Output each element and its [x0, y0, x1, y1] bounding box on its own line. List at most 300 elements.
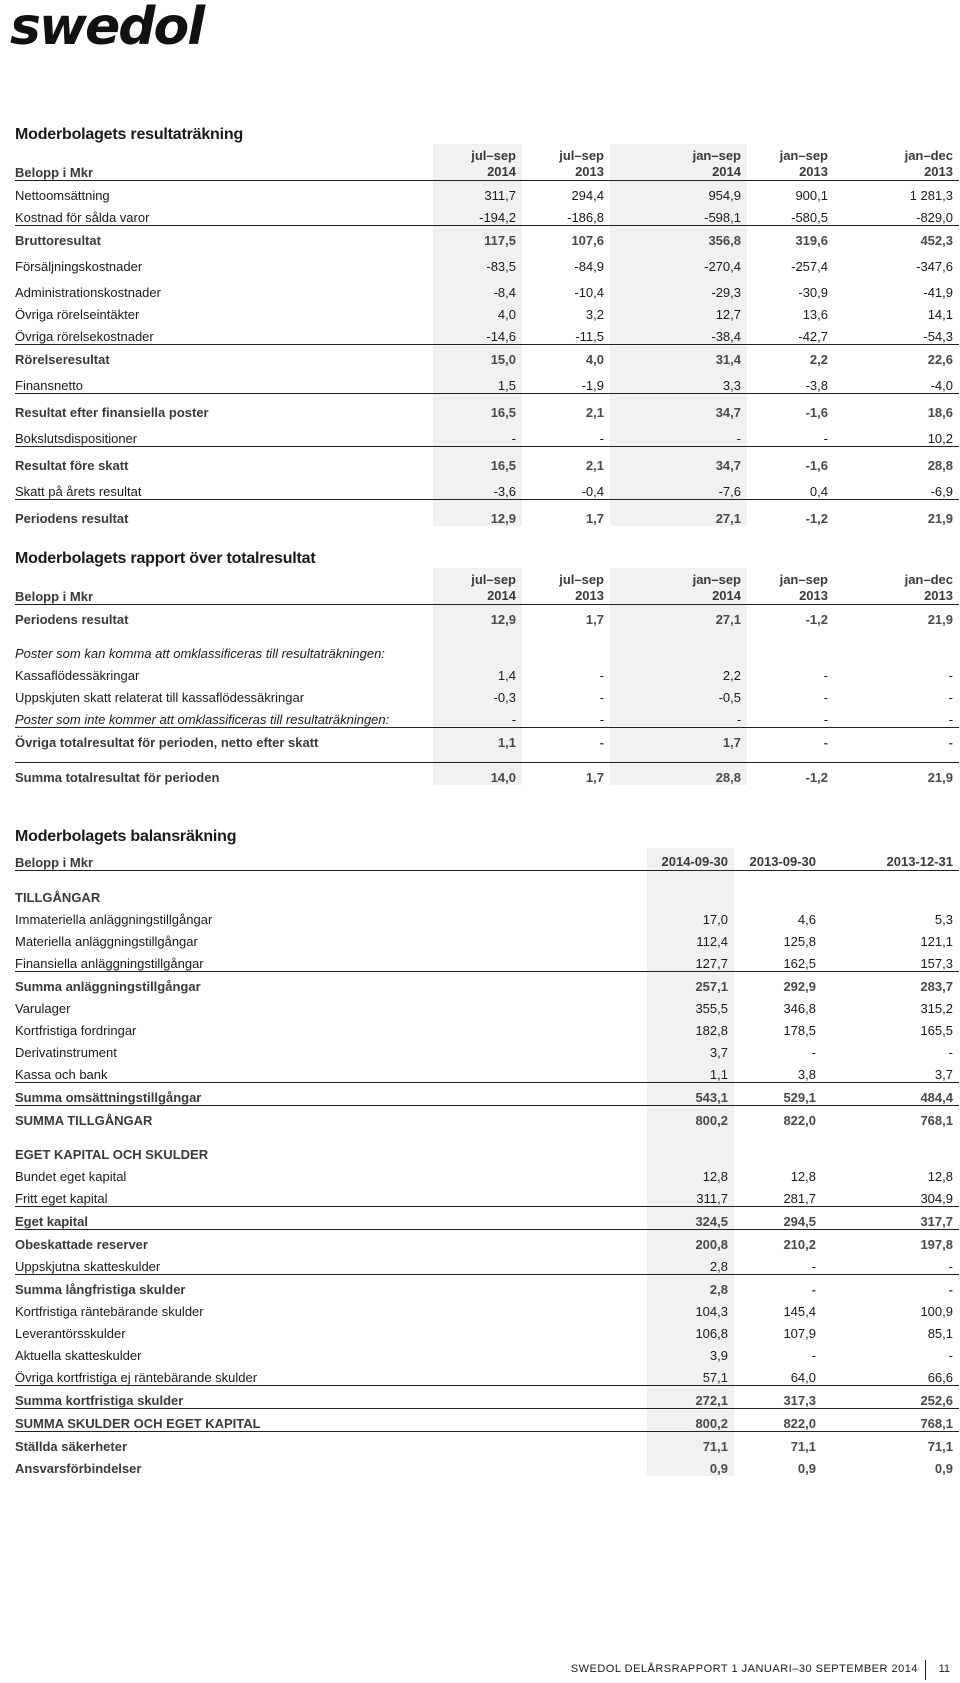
row-value: 294,4 [571, 188, 604, 203]
comprehensive-table [15, 568, 959, 785]
row-value: 34,7 [610, 447, 747, 474]
table-row [15, 1409, 959, 1432]
column-header [610, 568, 747, 605]
row-value: 356,8 [610, 226, 747, 249]
row-value: 17,0 [647, 905, 734, 927]
spacer-cell [433, 627, 522, 639]
row-value: 121,1 [920, 934, 953, 949]
row-value: 145,4 [783, 1304, 816, 1319]
row-value: 21,9 [834, 605, 959, 628]
column-header: 2013-12-31 [822, 848, 959, 871]
row-value [610, 639, 747, 661]
row-value: 3,7 [647, 1038, 734, 1060]
row-value: - [948, 1348, 953, 1363]
row-label: Bruttoresultat [15, 226, 433, 249]
column-period: jan–sep [692, 572, 741, 587]
row-value: 21,9 [834, 763, 959, 786]
row-value [834, 639, 959, 661]
row-value: - [948, 668, 953, 683]
row-label: Övriga totalresultat för perioden, netto efter skatt [15, 728, 433, 751]
spacer-cell [433, 750, 522, 763]
table-row [15, 1432, 959, 1455]
row-value: 125,8 [783, 934, 816, 949]
row-value: - [823, 668, 828, 683]
spacer-row [15, 627, 959, 639]
row-value: - [811, 1259, 816, 1274]
row-value: -257,4 [791, 259, 828, 274]
unit-label: Belopp i Mkr [15, 144, 433, 181]
column-header [433, 144, 522, 181]
row-value: 182,8 [647, 1016, 734, 1038]
footer-page-number: 11 [938, 1663, 950, 1675]
row-value: - [433, 705, 522, 728]
row-label: Summa långfristiga skulder [15, 1275, 647, 1298]
column-header [747, 568, 834, 605]
column-header [834, 144, 959, 181]
row-value: 281,7 [783, 1191, 816, 1206]
row-value: -186,8 [567, 210, 604, 225]
spacer-cell [15, 627, 433, 639]
row-value: 2,8 [647, 1252, 734, 1275]
row-value: 5,3 [934, 912, 953, 927]
row-label: Poster som inte kommer att omklassificeras till resultaträkningen: [15, 712, 390, 727]
column-header: 2013-09-30 [734, 848, 822, 871]
row-value: 1,4 [433, 661, 522, 683]
row-value: -829,0 [916, 210, 953, 225]
row-value: 4,6 [797, 912, 816, 927]
table-row [15, 905, 959, 927]
unit-label: Belopp i Mkr [15, 568, 433, 605]
row-value: - [823, 431, 828, 446]
table-row [15, 683, 959, 705]
row-value: - [599, 668, 604, 683]
row-value: 324,5 [647, 1207, 734, 1230]
row-label: Fritt eget kapital [15, 1191, 108, 1206]
spacer-cell [747, 627, 834, 639]
row-label: Finansnetto [15, 378, 83, 393]
row-value [647, 883, 734, 905]
row-value: 27,1 [610, 500, 747, 527]
column-year: 2014 [712, 164, 741, 179]
row-value: 12,8 [790, 1169, 816, 1184]
row-value: 162,5 [783, 956, 816, 971]
footer-divider [925, 1660, 926, 1680]
row-value: 66,6 [927, 1370, 953, 1385]
row-value: - [834, 728, 959, 751]
table-row [15, 203, 959, 226]
row-label: Övriga kortfristiga ej räntebärande skulder [15, 1370, 258, 1385]
row-label: Administrationskostnader [15, 285, 161, 300]
spacer-row [15, 871, 959, 884]
row-value: 64,0 [790, 1370, 816, 1385]
column-period: jul–sep [559, 148, 604, 163]
column-year: 2014 [487, 588, 516, 603]
row-value: -14,6 [433, 322, 522, 345]
row-value: 13,6 [802, 307, 828, 322]
table-row [15, 1230, 959, 1253]
row-label: Rörelseresultat [15, 345, 433, 368]
row-label: Kassaflödessäkringar [15, 668, 140, 683]
row-value [433, 639, 522, 661]
row-value [647, 1140, 734, 1162]
row-value: 1,7 [522, 763, 610, 786]
row-value: - [948, 1259, 953, 1274]
row-value: 3,3 [610, 367, 747, 394]
row-value: -3,6 [433, 473, 522, 500]
row-value: 294,5 [734, 1207, 822, 1230]
row-value: 315,2 [920, 1001, 953, 1016]
row-label: Derivatinstrument [15, 1045, 117, 1060]
table-row [15, 300, 959, 322]
row-value: 210,2 [734, 1230, 822, 1253]
row-value: 12,8 [647, 1162, 734, 1184]
row-label: Skatt på årets resultat [15, 484, 142, 499]
row-label: Kortfristiga räntebärande skulder [15, 1304, 204, 1319]
svg-text:swedol: swedol [10, 0, 204, 54]
balance-table [15, 848, 959, 1476]
row-value: -0,5 [610, 683, 747, 705]
row-value: -1,6 [747, 447, 834, 474]
row-label: Övriga rörelsekostnader [15, 329, 154, 344]
table-row [15, 248, 959, 274]
row-label: Uppskjutna skatteskulder [15, 1259, 161, 1274]
row-value: 3,9 [647, 1341, 734, 1363]
table-row [15, 322, 959, 345]
row-value: 768,1 [822, 1409, 959, 1432]
row-value: 529,1 [734, 1083, 822, 1106]
row-value: 4,0 [433, 300, 522, 322]
row-value: - [948, 1045, 953, 1060]
row-label: EGET KAPITAL OCH SKULDER [15, 1147, 209, 1162]
row-value: 319,6 [747, 226, 834, 249]
row-label: Eget kapital [15, 1207, 647, 1230]
spacer-cell [15, 750, 433, 763]
row-label: Obeskattade reserver [15, 1230, 647, 1253]
row-value: -11,5 [575, 329, 604, 344]
row-value: 57,1 [647, 1363, 734, 1386]
row-value: 822,0 [734, 1409, 822, 1432]
header-row [15, 144, 959, 181]
spacer-cell [610, 627, 747, 639]
table-row [15, 274, 959, 300]
row-value: 304,9 [920, 1191, 953, 1206]
spacer-cell [610, 750, 747, 763]
row-value: 1,7 [522, 500, 610, 527]
row-value: 157,3 [920, 956, 953, 971]
column-header [834, 568, 959, 605]
row-value: 0,4 [809, 484, 828, 499]
row-label: SUMMA SKULDER OCH EGET KAPITAL [15, 1409, 647, 1432]
row-value: -1,2 [747, 605, 834, 628]
table-row [15, 447, 959, 474]
row-value: - [599, 690, 604, 705]
column-year: 2013 [924, 588, 953, 603]
spacer-cell [647, 1128, 734, 1140]
column-period: jul–sep [471, 148, 516, 163]
table-row [15, 661, 959, 683]
row-value: -83,5 [433, 248, 522, 274]
row-value: -0,4 [581, 484, 604, 499]
column-header [610, 144, 747, 181]
row-value: 0,9 [647, 1454, 734, 1476]
row-label: Finansiella anläggningstillgångar [15, 956, 204, 971]
row-value: 127,7 [647, 949, 734, 972]
table-row [15, 1363, 959, 1386]
row-value: 1,7 [522, 605, 610, 628]
column-period: jan–dec [904, 572, 953, 587]
row-value: 104,3 [647, 1297, 734, 1319]
row-value: 2,8 [647, 1275, 734, 1298]
spacer-cell [834, 627, 959, 639]
column-period: jul–sep [559, 572, 604, 587]
row-value: -8,4 [433, 274, 522, 300]
row-value: 2,1 [522, 447, 610, 474]
row-label: Poster som kan komma att omklassificeras till resultaträkningen: [15, 646, 385, 661]
row-value: 346,8 [783, 1001, 816, 1016]
row-label: Summa anläggningstillgångar [15, 972, 647, 995]
column-year: 2014 [487, 164, 516, 179]
row-value: - [823, 690, 828, 705]
row-value: 34,7 [610, 394, 747, 421]
row-value: -10,4 [574, 285, 604, 300]
row-value: 71,1 [734, 1432, 822, 1455]
table-row [15, 226, 959, 249]
row-label: Uppskjuten skatt relaterat till kassaflödessäkringar [15, 690, 305, 705]
table-row [15, 1060, 959, 1083]
row-value: 0,9 [934, 1461, 953, 1476]
table-row [15, 728, 959, 751]
row-value: -4,0 [930, 378, 953, 393]
row-value: 14,1 [927, 307, 953, 322]
balance-title: Moderbolagets balansräkning [15, 828, 237, 845]
row-label: SUMMA TILLGÅNGAR [15, 1106, 647, 1129]
row-value: 85,1 [927, 1326, 953, 1341]
row-value: 768,1 [822, 1106, 959, 1129]
row-value: 292,9 [734, 972, 822, 995]
table-row [15, 1016, 959, 1038]
table-row [15, 345, 959, 368]
comprehensive-title: Moderbolagets rapport över totalresultat [15, 550, 316, 567]
row-label: Ansvarsförbindelser [15, 1461, 142, 1476]
table-row [15, 1106, 959, 1129]
row-value: 1,1 [433, 728, 522, 751]
row-value: - [948, 690, 953, 705]
row-value: -38,4 [610, 322, 747, 345]
row-value: 112,4 [647, 927, 734, 949]
column-year: 2013 [924, 164, 953, 179]
row-value: 900,1 [795, 188, 828, 203]
row-value: - [811, 1348, 816, 1363]
spacer-cell [522, 750, 610, 763]
row-value [747, 639, 834, 661]
row-label: Leverantörsskulder [15, 1326, 126, 1341]
row-value: 311,7 [433, 181, 522, 204]
row-value: -30,9 [798, 285, 828, 300]
row-value: 317,7 [822, 1207, 959, 1230]
header-row [15, 568, 959, 605]
row-label: Försäljningskostnader [15, 259, 143, 274]
table-row [15, 705, 959, 728]
row-value: 16,5 [433, 447, 522, 474]
spacer-cell [15, 1128, 647, 1140]
row-value: 822,0 [734, 1106, 822, 1129]
column-year: 2013 [799, 588, 828, 603]
row-value: 15,0 [433, 345, 522, 368]
row-value: -194,2 [433, 203, 522, 226]
table-row [15, 763, 959, 786]
column-period: jan–sep [779, 572, 828, 587]
row-value: 22,6 [834, 345, 959, 368]
row-value: -6,9 [930, 484, 953, 499]
table-row [15, 972, 959, 995]
row-value: - [433, 420, 522, 447]
row-value: 14,0 [433, 763, 522, 786]
row-value: 28,8 [834, 447, 959, 474]
table-row [15, 1252, 959, 1275]
table-row [15, 394, 959, 421]
row-value: 4,0 [522, 345, 610, 368]
row-label: Resultat före skatt [15, 447, 433, 474]
row-value: 18,6 [834, 394, 959, 421]
row-value [822, 883, 959, 905]
row-value: 16,5 [433, 394, 522, 421]
row-value: 257,1 [647, 972, 734, 995]
table-row [15, 1140, 959, 1162]
header-row [15, 848, 959, 871]
table-row [15, 1454, 959, 1476]
row-value: 107,9 [783, 1326, 816, 1341]
row-value: 800,2 [647, 1409, 734, 1432]
row-label: Materiella anläggningstillgångar [15, 934, 198, 949]
row-value: 0,9 [797, 1461, 816, 1476]
table-row [15, 994, 959, 1016]
row-value: 12,7 [610, 300, 747, 322]
row-value [734, 883, 822, 905]
row-value: 317,3 [734, 1386, 822, 1409]
row-value [734, 1140, 822, 1162]
row-value: 283,7 [822, 972, 959, 995]
spacer-cell [822, 871, 959, 884]
row-value: -598,1 [610, 203, 747, 226]
row-value: -7,6 [610, 473, 747, 500]
row-value: 106,8 [647, 1319, 734, 1341]
row-label: Bokslutsdispositioner [15, 431, 138, 446]
row-value: 2,2 [747, 345, 834, 368]
row-value: - [823, 712, 828, 727]
row-value: 28,8 [610, 763, 747, 786]
row-value: 71,1 [647, 1432, 734, 1455]
row-value: 1,7 [610, 728, 747, 751]
column-period: jan–sep [692, 148, 741, 163]
row-label: Immateriella anläggningstillgångar [15, 912, 213, 927]
row-value: 12,9 [433, 605, 522, 628]
footer-report-name: SWEDOL DELÅRSRAPPORT 1 JANUARI–30 SEPTEMBER 2014 [570, 1663, 918, 1675]
row-value: - [747, 728, 834, 751]
row-value: 71,1 [822, 1432, 959, 1455]
table-row [15, 1162, 959, 1184]
spacer-cell [747, 750, 834, 763]
table-row [15, 367, 959, 394]
row-label: Bundet eget kapital [15, 1169, 127, 1184]
table-row [15, 883, 959, 905]
row-value: 21,9 [834, 500, 959, 527]
table-row [15, 500, 959, 527]
column-header [433, 568, 522, 605]
row-value: - [948, 712, 953, 727]
row-value: -1,2 [747, 763, 834, 786]
row-value: -580,5 [791, 210, 828, 225]
row-value: 272,1 [647, 1386, 734, 1409]
row-value: 484,4 [822, 1083, 959, 1106]
row-value: 197,8 [822, 1230, 959, 1253]
spacer-cell [522, 627, 610, 639]
row-value: 165,5 [920, 1023, 953, 1038]
row-value: -29,3 [610, 274, 747, 300]
row-label: Nettoomsättning [15, 188, 110, 203]
row-value: 252,6 [822, 1386, 959, 1409]
swedol-logo [8, 0, 233, 54]
column-year: 2013 [575, 164, 604, 179]
spacer-cell [734, 871, 822, 884]
row-value: 1,5 [433, 367, 522, 394]
spacer-cell [822, 1128, 959, 1140]
row-label: Övriga rörelseintäkter [15, 307, 140, 322]
row-value: 31,4 [610, 345, 747, 368]
income-table [15, 144, 959, 526]
row-label: Kassa och bank [15, 1067, 108, 1082]
row-label: Summa kortfristiga skulder [15, 1386, 647, 1409]
row-value: 800,2 [647, 1106, 734, 1129]
table-row [15, 1386, 959, 1409]
row-value: -3,8 [805, 378, 828, 393]
row-label: Kortfristiga fordringar [15, 1023, 137, 1038]
table-row [15, 1207, 959, 1230]
spacer-cell [734, 1128, 822, 1140]
column-header: 2014-09-30 [647, 848, 734, 871]
spacer-row [15, 750, 959, 763]
row-value: 1,1 [647, 1060, 734, 1083]
row-value: -1,9 [581, 378, 604, 393]
row-value: 10,2 [927, 431, 953, 446]
row-value: 107,6 [522, 226, 610, 249]
row-value: -347,6 [916, 259, 953, 274]
row-value: - [522, 728, 610, 751]
table-row [15, 605, 959, 628]
table-row [15, 1184, 959, 1207]
row-label: Periodens resultat [15, 500, 433, 527]
row-value: 3,8 [797, 1067, 816, 1082]
column-header [747, 144, 834, 181]
table-row [15, 1341, 959, 1363]
table-row [15, 1319, 959, 1341]
row-value: -1,2 [747, 500, 834, 527]
table-row [15, 1297, 959, 1319]
row-value: 178,5 [783, 1023, 816, 1038]
row-value: -54,3 [923, 329, 953, 344]
spacer-cell [647, 871, 734, 884]
row-value: 200,8 [647, 1230, 734, 1253]
row-value: 543,1 [647, 1083, 734, 1106]
table-row [15, 1083, 959, 1106]
column-header [522, 144, 610, 181]
row-value: -42,7 [798, 329, 828, 344]
row-label: TILLGÅNGAR [15, 890, 101, 905]
row-value: -1,6 [747, 394, 834, 421]
row-value: 2,2 [610, 661, 747, 683]
row-value: 3,7 [934, 1067, 953, 1082]
row-value [822, 1140, 959, 1162]
table-row [15, 1275, 959, 1298]
